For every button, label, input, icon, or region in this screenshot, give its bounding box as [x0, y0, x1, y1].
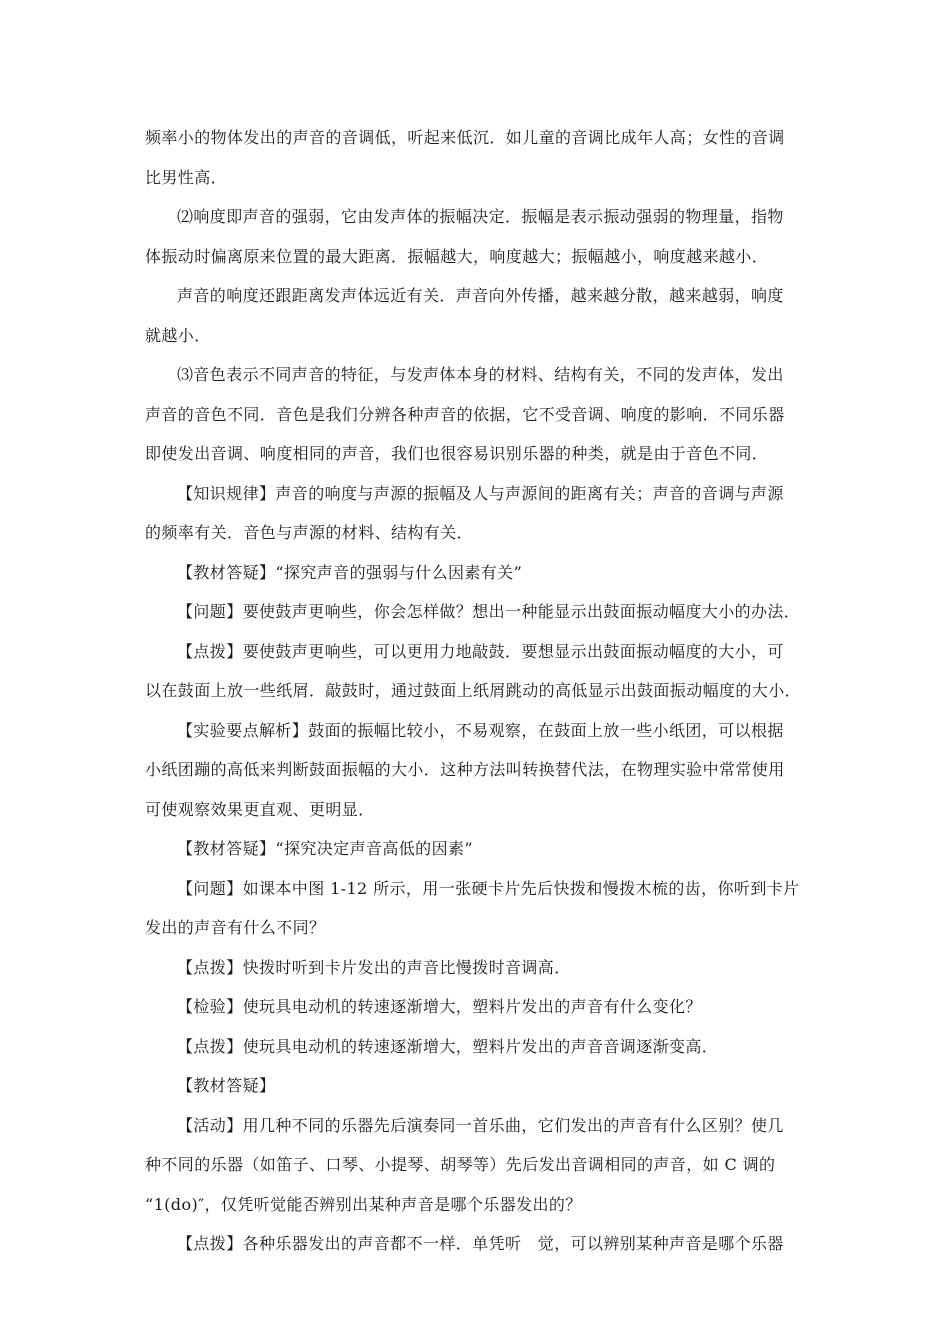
text-line: 的频率有关．音色与声源的材料、结构有关．	[145, 523, 474, 542]
text-line: 【点拨】各种乐器发出的声音都不一样．单凭听 觉，可以辨别某种声音是哪个乐器	[177, 1234, 784, 1253]
text-line: “1(do)″，仅凭听觉能否辨别出某种声音是哪个乐器发出的？	[145, 1194, 582, 1214]
text-line: 【问题】要使鼓声更响些，你会怎样做？想出一种能显示出鼓面振动幅度大小的办法．	[177, 602, 801, 621]
text-line: 【检验】使玩具电动机的转速逐渐增大，塑料片发出的声音有什么变化？	[177, 997, 702, 1016]
text-line: 发出的声音有什么不同？	[145, 918, 326, 937]
text-line: 种不同的乐器（如笛子、口琴、小提琴、胡琴等）先后发出音调相同的声音，如 C 调的	[145, 1155, 776, 1174]
section-heading: 【教材答疑】	[177, 1076, 276, 1095]
text-line: 即使发出音调、响度相同的声音，我们也很容易识别乐器的种类，就是由于音色不同．	[145, 444, 769, 463]
text-line: 声音的音色不同．音色是我们分辨各种声音的依据，它不受音调、响度的影响．不同乐器	[145, 404, 785, 424]
text-line: 小纸团蹦的高低来判断鼓面振幅的大小．这种方法叫转换替代法，在物理实验中常常使用	[145, 760, 785, 779]
section-heading: 【教材答疑】“探究决定声音高低的因素”	[177, 839, 473, 858]
section-heading: 【教材答疑】“探究声音的强弱与什么因素有关”	[177, 562, 523, 582]
text-line: 声音的响度还跟距离发声体远近有关．声音向外传播，越来越分散，越来越弱，响度	[177, 286, 784, 305]
text-line: 比男性高．	[145, 167, 228, 187]
text-line: 以在鼓面上放一些纸屑．敲鼓时，通过鼓面上纸屑跳动的高低显示出鼓面振动幅度的大小．	[145, 681, 802, 700]
text-line: 可使观察效果更直观、更明显．	[145, 799, 375, 819]
body-text	[145, 118, 810, 1264]
text-line: ⑵响度即声音的强弱，它由发声体的振幅决定．振幅是表示振动强弱的物理量，指物	[177, 207, 784, 226]
text-line: 体振动时偏离原来位置的最大距离．振幅越大，响度越大；振幅越小，响度越来越小．	[145, 246, 769, 266]
text-line: 【点拨】使玩具电动机的转速逐渐增大，塑料片发出的声音音调逐渐变高．	[177, 1036, 719, 1056]
text-line: 【知识规律】声音的响度与声源的振幅及人与声源间的距离有关；声音的音调与声源	[177, 483, 784, 503]
text-line: 【实验要点解析】鼓面的振幅比较小，不易观察，在鼓面上放一些小纸团，可以根据	[177, 720, 784, 740]
text-line: 【点拨】要使鼓声更响些，可以更用力地敲鼓．要想显示出鼓面振动幅度的大小，可	[177, 641, 784, 661]
text-line: 就越小．	[145, 325, 211, 345]
text-line: 【活动】用几种不同的乐器先后演奏同一首乐曲，它们发出的声音有什么区别？使几	[177, 1115, 784, 1135]
text-line: 【问题】如课本中图 1-12 所示，用一张硬卡片先后快拨和慢拨木梳的齿，你听到卡片	[177, 878, 800, 898]
text-line: 频率小的物体发出的声音的音调低，听起来低沉．如儿童的音调比成年人高；女性的音调	[145, 128, 785, 147]
text-line: ⑶音色表示不同声音的特征，与发声体本身的材料、结构有关，不同的发声体，发出	[177, 365, 784, 384]
text-line: 【点拨】快拨时听到卡片发出的声音比慢拨时音调高．	[177, 957, 571, 977]
